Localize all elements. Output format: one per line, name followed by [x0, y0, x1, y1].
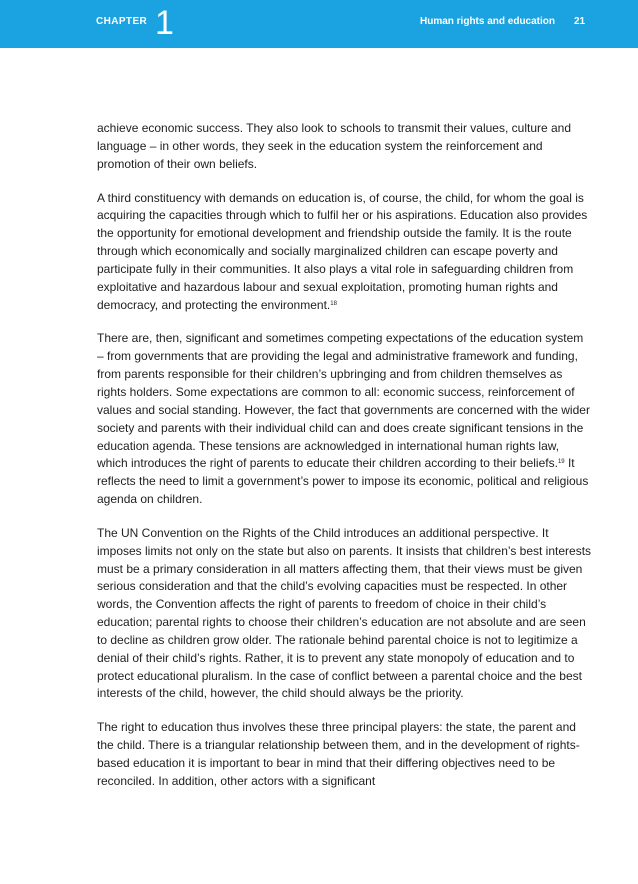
footnote-ref-18: 18 [330, 300, 337, 307]
paragraph-3-text-b: It reflects the need to limit a government’s power to impose its economic, political and religious agenda on children. [97, 456, 589, 507]
paragraph-3-text-a: There are, then, significant and sometimes competing expectations of the education system – from governments that are providing the legal and administrative framework and funding, from parents responsible for their children’s upbringing and from children themselves as rights holders. Some expectations are common to all: economic success, reinforcement of values and social standing. However, the fact that governments are concerned with the wider society and parents with their individual child can and does create significant tensions in the education agenda. These tensions are acknowledged in international human rights law, which introduces the right of parents to educate their children according to their beliefs. [97, 331, 590, 471]
running-title: Human rights and education [420, 16, 556, 27]
paragraph-4: The UN Convention on the Rights of the Child introduces an additional perspective. It imposes limits not only on the state but also on parents. It insists that children’s best interests must be a primary consideration in all matters affecting them, that their views must be given serious consideration and that the child’s evolving capacities must be respected. In other words, the Convention affects the right of parents to freedom of choice in their child’s education; parental rights to choose their children’s education are not absolute and are seen to decline as children grow older. The rationale behind parental choice is not to legitimize a denial of their child’s rights. Rather, it is to prevent any state monopoly of education and to protect educational pluralism. In the case of conflict between a parental choice and the best interests of the child, however, the child should always be the priority. [97, 525, 592, 701]
chapter-label: CHAPTER [96, 16, 148, 27]
footnote-ref-19: 19 [557, 459, 565, 466]
paragraph-1: achieve economic success. They also look to schools to transmit their values, culture and language – in other words, they seek in the education system the reinforcement and promotion of their own beliefs. [97, 121, 572, 171]
page-number: 21 [574, 16, 586, 27]
paragraph-2 [97, 190, 593, 315]
chapter-number: 1 [155, 4, 174, 42]
paragraph-3 [97, 330, 593, 508]
page-header [0, 0, 638, 48]
body-text [97, 120, 593, 807]
paragraph-2-text: A third constituency with demands on education is, of course, the child, for whom the goal is acquiring the capacities through which to fulfil her or his aspirations. Education also provides the opportunity for emotional development and friendship outside the family. It is the route through which economically and socially marginalized children can escape poverty and participate fully in their communities. It also plays a vital role in safeguarding children from exploitative and hazardous labour and sexual exploitation, promoting human rights and democracy, and protecting the environment. [97, 190, 588, 312]
paragraph-5: The right to education thus involves these three principal players: the state, the parent and the child. There is a triangular relationship between them, and in the development of rights-based education it is important to bear in mind that their differing objectives need to be reconciled. In addition, other actors with a significant [97, 720, 580, 788]
